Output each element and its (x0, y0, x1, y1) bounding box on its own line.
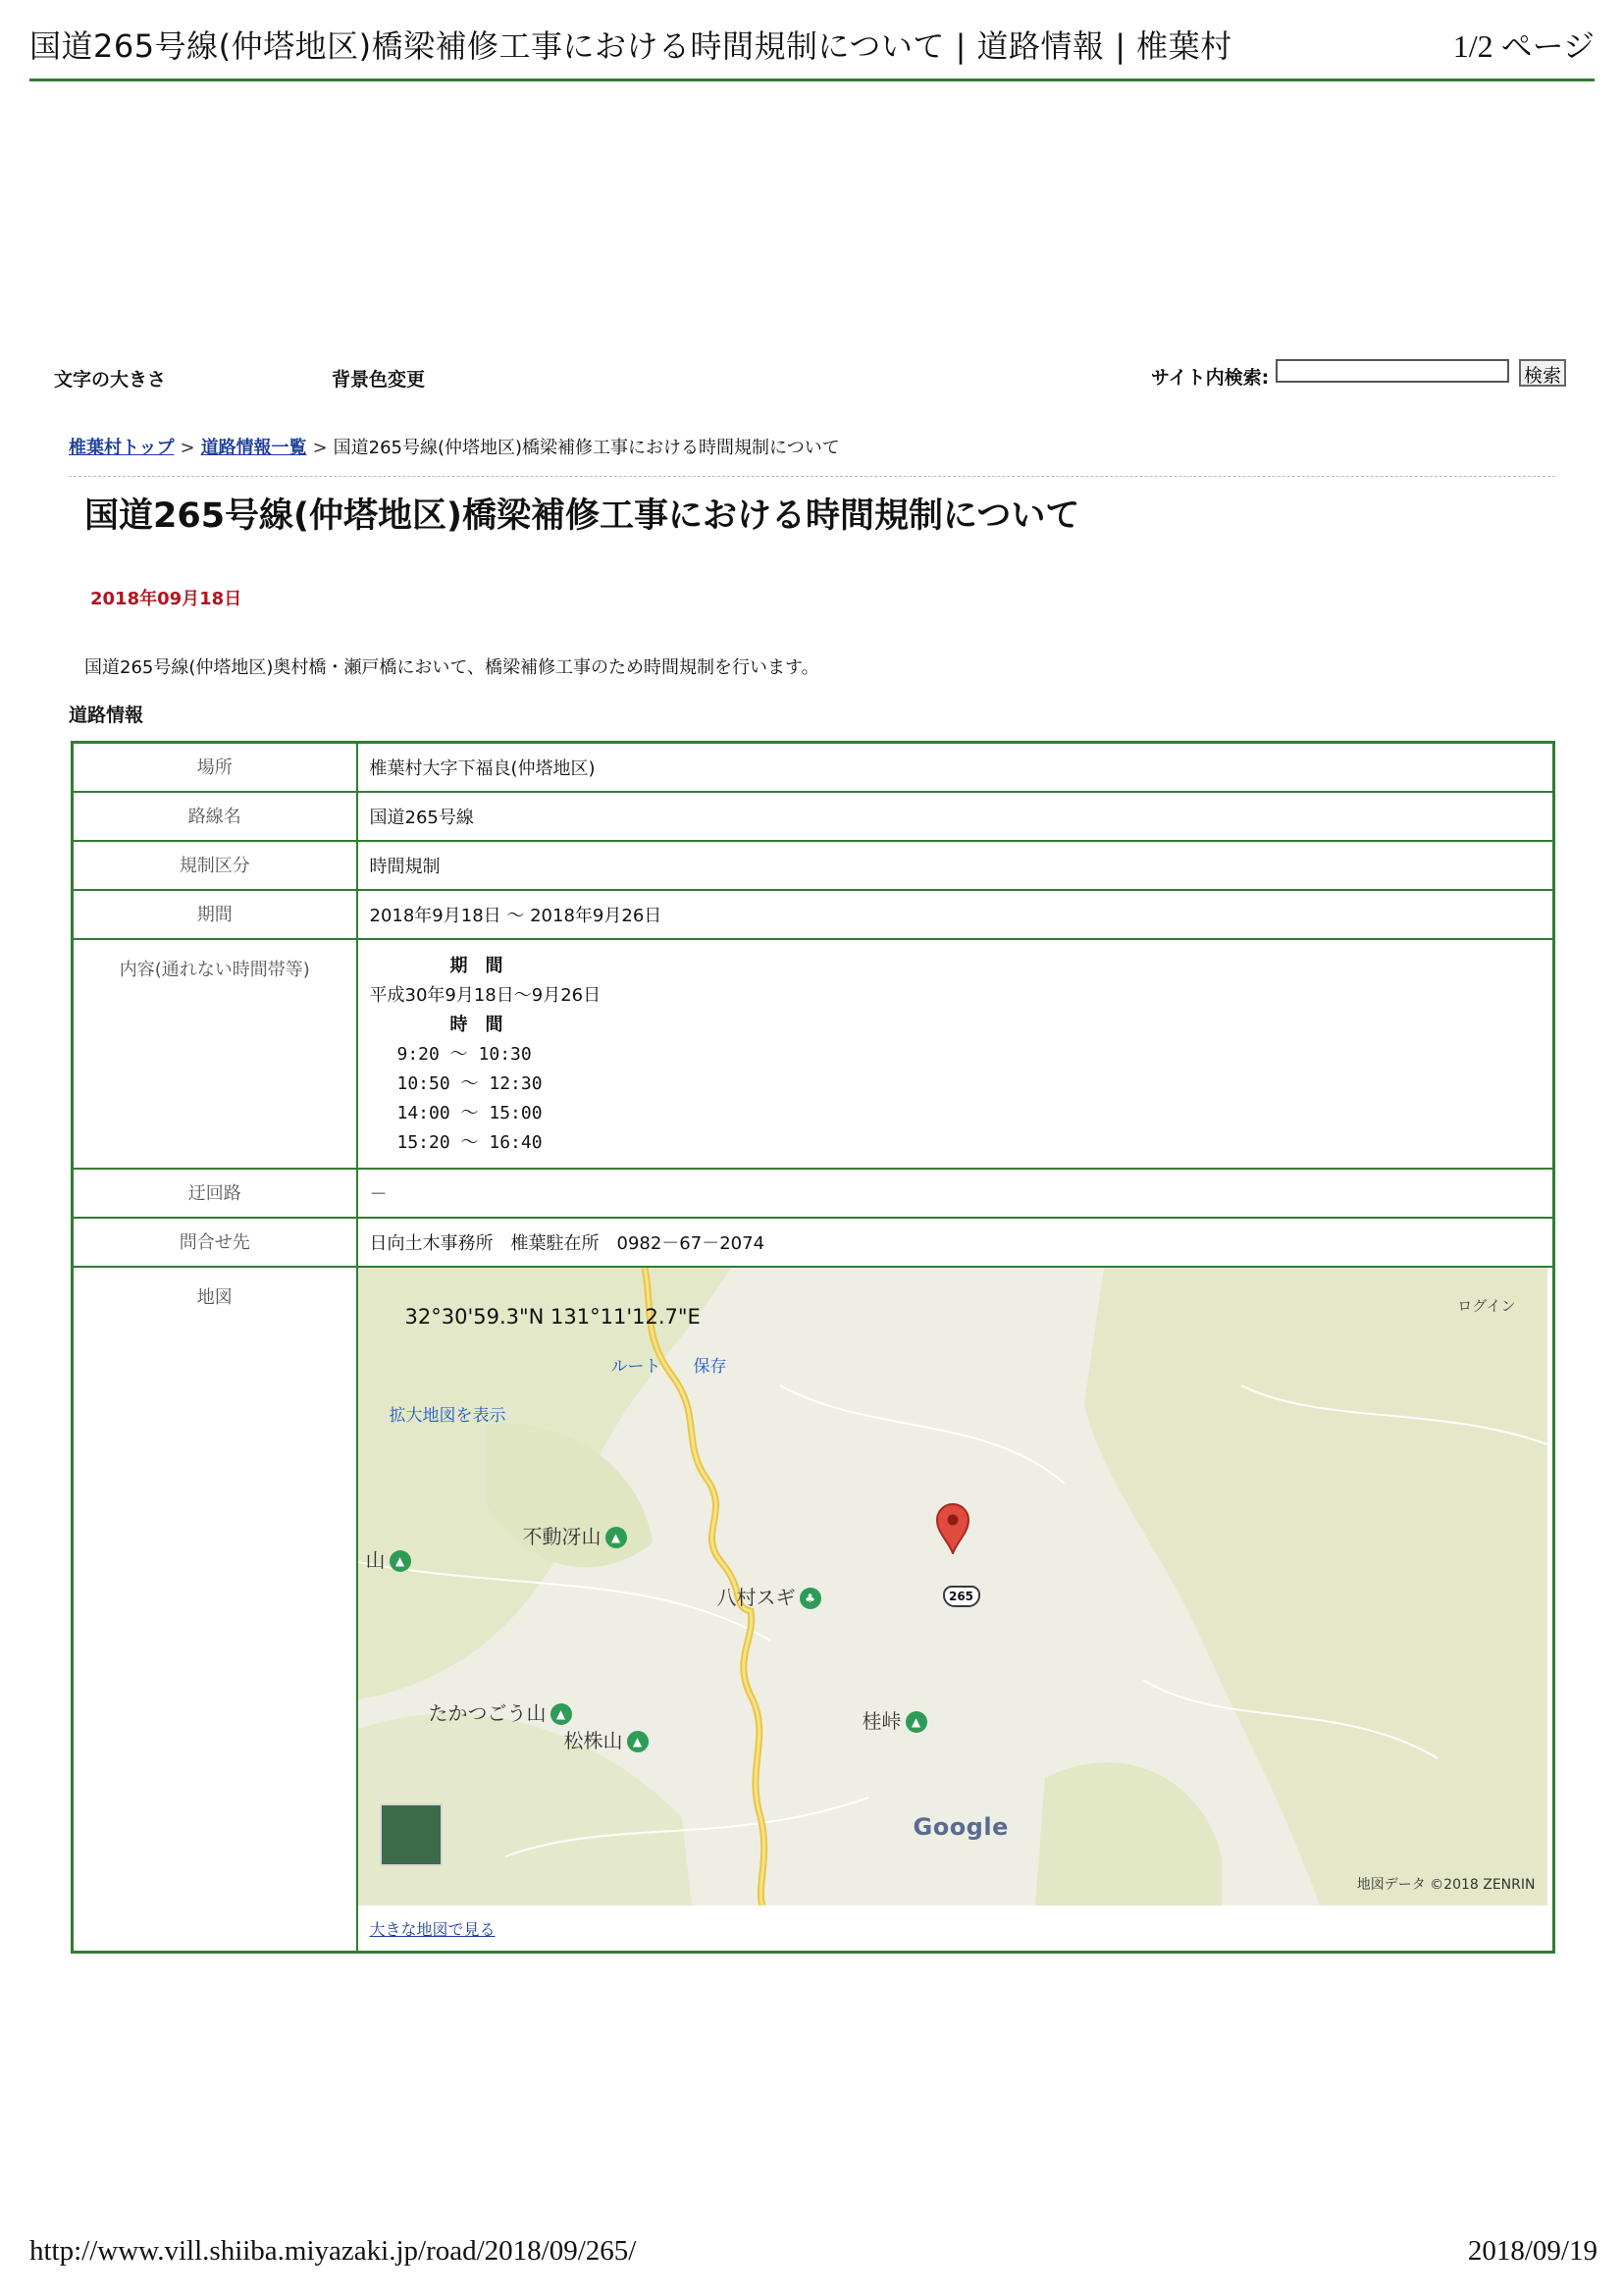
embedded-map[interactable] (358, 1268, 1547, 1905)
row-label: 路線名 (73, 792, 357, 841)
row-label: 規制区分 (73, 841, 357, 890)
row-label: 問合せ先 (73, 1218, 357, 1267)
time-slot: 15:20 ～ 16:40 (396, 1131, 543, 1153)
table-row (73, 1218, 1554, 1267)
map-coordinates: 32°30'59.3"N 131°11'12.7"E (404, 1304, 701, 1329)
breadcrumb-separator: > (180, 438, 195, 458)
row-label: 場所 (73, 743, 357, 792)
row-value: － (357, 1169, 1554, 1218)
google-logo: Google (913, 1812, 1009, 1841)
mountain-icon: ▲ (627, 1731, 649, 1752)
road-info-table (71, 741, 1555, 1954)
time-slot: 10:50 ～ 12:30 (396, 1072, 543, 1094)
map-peak (863, 1705, 927, 1734)
breadcrumb-current: 国道265号線(仲塔地区)橋梁補修工事における時間規制について (333, 438, 840, 458)
row-label: 内容(通れない時間帯等) (73, 939, 357, 1169)
background-color-control[interactable]: 背景色変更 (332, 369, 426, 391)
row-value: 時間規制 (357, 841, 1554, 890)
intro-text: 国道265号線(仲塔地区)奥村橋・瀬戸橋において、橋梁補修工事のため時間規制を行います。 (84, 657, 819, 678)
time-slot: 14:00 ～ 15:00 (396, 1102, 543, 1123)
search-button[interactable]: 検索 (1519, 359, 1566, 387)
mountain-icon: ▲ (550, 1703, 572, 1725)
breadcrumb-divider (69, 476, 1555, 477)
table-row (73, 1267, 1554, 1953)
print-page-number: 1/2 ページ (1452, 28, 1595, 64)
map-peak (366, 1544, 411, 1573)
map-login-link[interactable]: ログイン (1457, 1296, 1516, 1315)
time-slot: 9:20 ～ 10:30 (396, 1043, 532, 1065)
table-row (73, 743, 1554, 792)
breadcrumb-road-info-link[interactable]: 道路情報一覧 (200, 438, 307, 458)
post-date: 2018年09月18日 (90, 589, 242, 609)
map-copyright: 地図データ ©2018 ZENRIN (1356, 1876, 1536, 1893)
time-heading: 時 間 (449, 1014, 503, 1035)
row-value: 椎葉村大字下福良(仲塔地区) (357, 743, 1554, 792)
map-peak (429, 1697, 572, 1726)
peak-name: たかつごう山 (428, 1700, 547, 1725)
map-pin-icon[interactable] (935, 1503, 970, 1554)
table-row (73, 939, 1554, 1169)
map-peak (564, 1725, 649, 1753)
font-size-control[interactable]: 文字の大きさ (54, 369, 167, 391)
map-peak (717, 1582, 821, 1610)
peak-name: 八村スギ (716, 1585, 796, 1609)
row-value: 国道265号線 (357, 792, 1554, 841)
peak-name: 山 (365, 1547, 386, 1572)
map-enlarge-link[interactable]: 拡大地図を表示 (389, 1405, 506, 1426)
peak-name: 不動冴山 (522, 1524, 602, 1548)
large-map-link[interactable]: 大きな地図で見る (369, 1919, 496, 1939)
map-footer (358, 1905, 1553, 1951)
peak-name: 桂峠 (862, 1708, 902, 1733)
period-heading: 期 間 (449, 955, 503, 976)
map-save-link[interactable]: 保存 (693, 1356, 727, 1377)
mountain-icon: ▲ (605, 1527, 627, 1548)
route-shield: 265 (943, 1586, 980, 1607)
site-search-input[interactable] (1276, 359, 1509, 383)
period-value: 平成30年9月18日～9月26日 (369, 984, 602, 1006)
print-footer-url: http://www.vill.shiiba.miyazaki.jp/road/2018/09/265/ (29, 2235, 637, 2267)
table-row (73, 890, 1554, 939)
map-peak (523, 1521, 627, 1549)
table-row (73, 792, 1554, 841)
print-title: 国道265号線(仲塔地区)橋梁補修工事における時間規制について | 道路情報 | 椎葉村 (29, 27, 1232, 65)
breadcrumb-home-link[interactable]: 椎葉村トップ (69, 438, 175, 458)
row-value: 2018年9月18日 ～ 2018年9月26日 (357, 890, 1554, 939)
satellite-view-thumbnail[interactable] (380, 1803, 443, 1866)
print-header (29, 18, 1595, 81)
tree-icon: ♣ (800, 1588, 821, 1609)
row-label: 迂回路 (73, 1169, 357, 1218)
search-label: サイト内検索: (1151, 367, 1270, 389)
breadcrumb-separator: > (312, 438, 328, 458)
map-cell (357, 1267, 1554, 1953)
mountain-icon: ▲ (906, 1711, 927, 1733)
table-row (73, 841, 1554, 890)
row-label: 地図 (73, 1267, 357, 1953)
mountain-icon: ▲ (390, 1550, 411, 1572)
section-heading: 道路情報 (69, 704, 144, 726)
print-footer-date: 2018/09/19 (1467, 2235, 1597, 2267)
page-title: 国道265号線(仲塔地区)橋梁補修工事における時間規制について (84, 496, 1080, 536)
row-value: 日向土木事務所 椎葉駐在所 0982－67－2074 (357, 1218, 1554, 1267)
row-label: 期間 (73, 890, 357, 939)
closure-details (370, 940, 1542, 1168)
peak-name: 松株山 (563, 1728, 623, 1752)
details-cell (357, 939, 1554, 1169)
breadcrumb (69, 434, 840, 459)
map-route-link[interactable]: ルート (610, 1356, 661, 1377)
table-row (73, 1169, 1554, 1218)
